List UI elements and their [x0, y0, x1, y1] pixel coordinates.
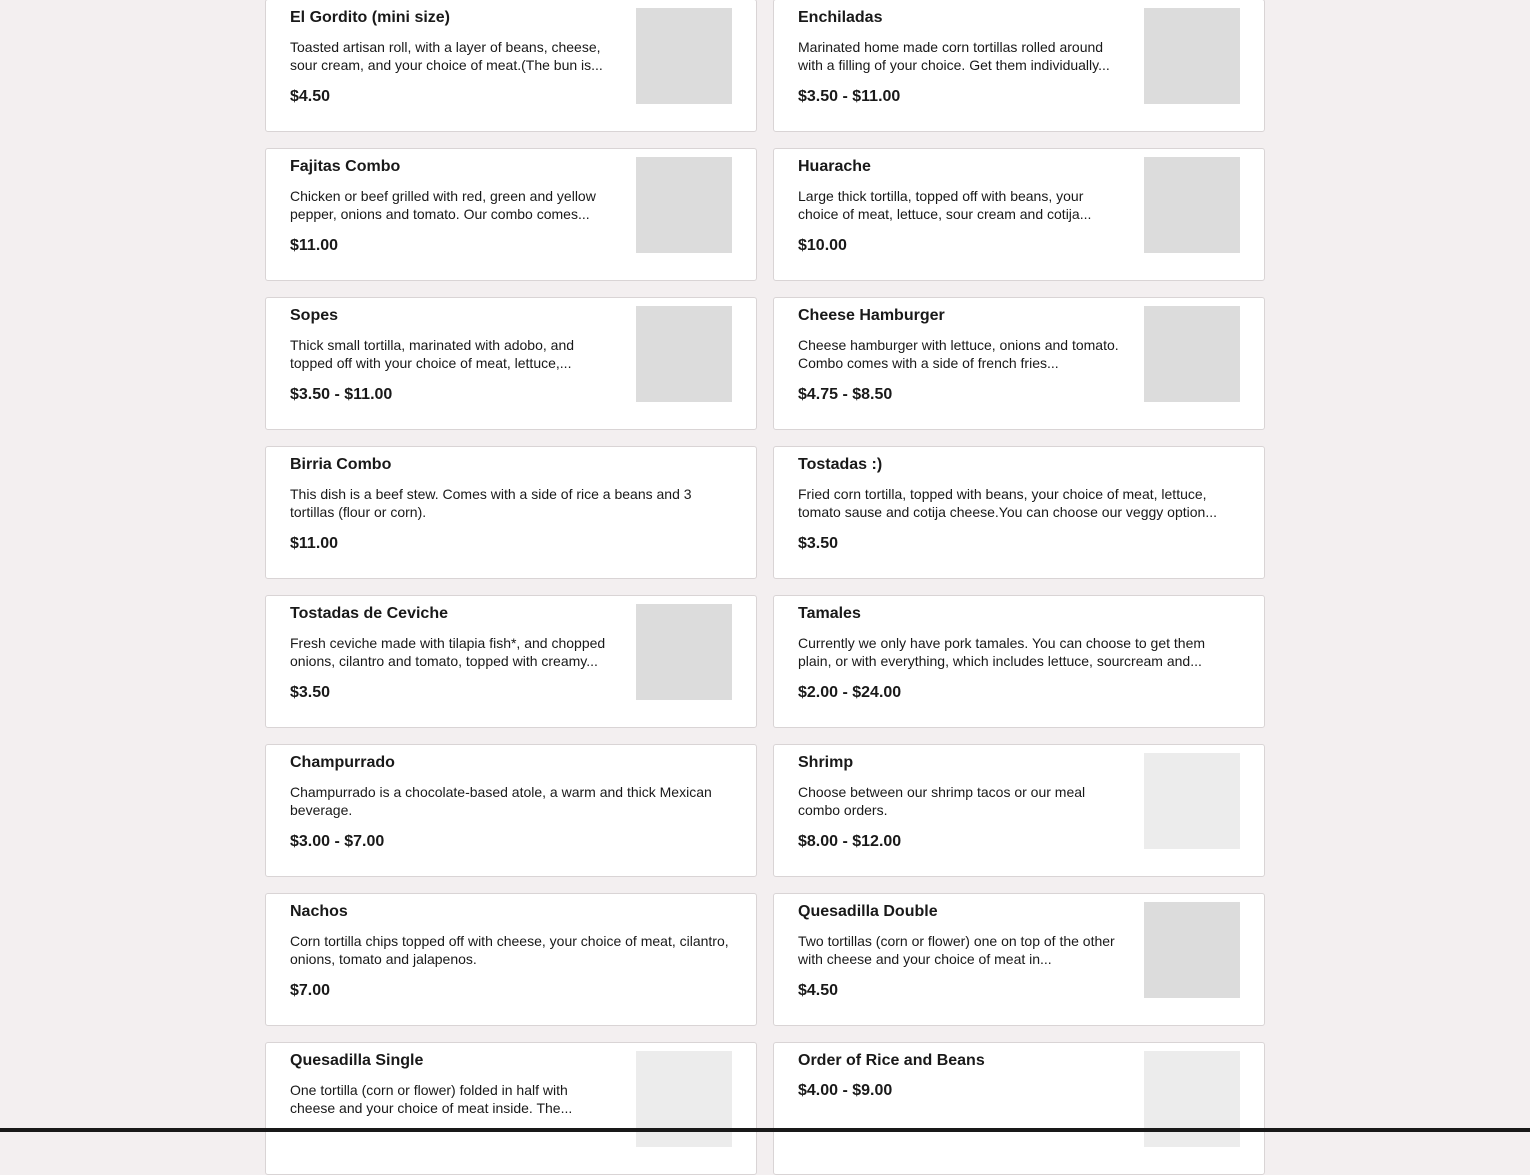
menu-item-name: Fajitas Combo	[290, 158, 401, 175]
menu-item-card[interactable]	[265, 744, 757, 877]
menu-item-description: Champurrado is a chocolate-based atole, a warm and thick Mexican beverage.	[290, 784, 712, 818]
menu-item-grid	[265, 0, 1265, 1175]
menu-item-name: Nachos	[290, 903, 348, 920]
menu-item-card[interactable]	[773, 595, 1265, 728]
menu-item-text	[798, 902, 1120, 968]
menu-item-name: Quesadilla Double	[798, 903, 938, 920]
menu-item-name: Sopes	[290, 307, 339, 324]
menu-item-image	[1144, 306, 1240, 402]
menu-item-card[interactable]	[265, 0, 757, 132]
menu-item-card[interactable]	[773, 744, 1265, 877]
menu-item-card[interactable]	[773, 1042, 1265, 1175]
menu-item-price: $3.50	[798, 535, 839, 552]
menu-item-image	[636, 604, 732, 700]
menu-item-price: $3.50 - $11.00	[290, 386, 393, 403]
menu-item-name: Cheese Hamburger	[798, 307, 945, 324]
menu-item-price: $3.50 - $11.00	[798, 88, 901, 105]
menu-item-description: Fresh ceviche made with tilapia fish*, and chopped onions, cilantro and tomato, topped with creamy...	[290, 635, 606, 669]
menu-item-image	[636, 306, 732, 402]
menu-item-name: Quesadilla Single	[290, 1052, 424, 1069]
menu-item-description: Chicken or beef grilled with red, green and yellow pepper, onions and tomato. Our combo comes...	[290, 188, 596, 222]
menu-item-card[interactable]	[265, 297, 757, 430]
menu-item-description: Large thick tortilla, topped off with beans, your choice of meat, lettuce, sour cream and cotija...	[798, 188, 1092, 222]
menu-item-description: Currently we only have pork tamales. You can choose to get them plain, or with everything, which includes lettuce, sourcream and...	[798, 635, 1206, 669]
menu-item-price: $4.50	[290, 88, 331, 105]
menu-item-text	[290, 8, 612, 74]
menu-item-name: Champurrado	[290, 754, 395, 771]
menu-item-price: $7.00	[290, 982, 331, 999]
menu-item-price: $10.00	[798, 237, 847, 254]
menu-item-description: Cheese hamburger with lettuce, onions and tomato. Combo comes with a side of french fries...	[798, 337, 1119, 371]
menu-item-card[interactable]	[265, 595, 757, 728]
menu-item-description: Marinated home made corn tortillas rolled around with a filling of your choice. Get them individually...	[798, 39, 1110, 73]
menu-item-name: El Gordito (mini size)	[290, 9, 451, 26]
menu-item-text	[290, 902, 732, 968]
menu-item-image	[1144, 1051, 1240, 1147]
menu-item-card[interactable]	[773, 893, 1265, 1026]
menu-item-image	[1144, 157, 1240, 253]
menu-item-image	[1144, 902, 1240, 998]
menu-item-text	[798, 157, 1120, 223]
bottom-edge-bar	[0, 1128, 1530, 1132]
menu-item-description: Two tortillas (corn or flower) one on top of the other with cheese and your choice of meat in...	[798, 933, 1115, 967]
menu-item-description: Corn tortilla chips topped off with cheese, your choice of meat, cilantro, onions, tomato and jalapenos.	[290, 933, 729, 967]
menu-item-card[interactable]	[265, 148, 757, 281]
menu-item-price: $3.00 - $7.00	[290, 833, 385, 850]
menu-item-price: $2.00 - $24.00	[798, 684, 902, 701]
menu-item-image	[1144, 8, 1240, 104]
menu-item-price: $3.50	[290, 684, 331, 701]
menu-item-image	[636, 157, 732, 253]
menu-item-image	[636, 1051, 732, 1147]
menu-item-name: Enchiladas	[798, 9, 883, 26]
menu-item-text	[290, 306, 612, 372]
menu-item-text	[798, 1051, 1120, 1071]
menu-item-text	[798, 306, 1120, 372]
menu-item-price: $4.50	[798, 982, 839, 999]
menu-item-name: Birria Combo	[290, 456, 392, 473]
menu-item-price: $8.00 - $12.00	[798, 833, 902, 850]
menu-item-name: Tamales	[798, 605, 861, 622]
menu-item-description: Toasted artisan roll, with a layer of beans, cheese, sour cream, and your choice of meat.(The bun is...	[290, 39, 603, 73]
menu-item-description: This dish is a beef stew. Comes with a side of rice a beans and 3 tortillas (flour or corn).	[290, 486, 692, 520]
menu-item-card[interactable]	[773, 148, 1265, 281]
menu-item-text	[290, 604, 612, 670]
menu-item-name: Shrimp	[798, 754, 854, 771]
menu-item-price: $4.75 - $8.50	[798, 386, 893, 403]
menu-item-description: One tortilla (corn or flower) folded in half with cheese and your choice of meat inside. The...	[290, 1082, 573, 1116]
menu-item-card[interactable]	[265, 446, 757, 579]
menu-item-text	[798, 753, 1120, 819]
menu-item-text	[290, 753, 732, 819]
menu-item-name: Order of Rice and Beans	[798, 1052, 985, 1069]
menu-item-description: Choose between our shrimp tacos or our meal combo orders.	[798, 784, 1086, 818]
menu-item-image	[636, 8, 732, 104]
menu-item-text	[798, 455, 1240, 521]
menu-item-image	[1144, 753, 1240, 849]
menu-item-name: Tostadas :)	[798, 456, 883, 473]
menu-item-card[interactable]	[265, 893, 757, 1026]
menu-item-text	[798, 604, 1240, 670]
menu-item-name: Tostadas de Ceviche	[290, 605, 448, 622]
menu-item-description: Fried corn tortilla, topped with beans, your choice of meat, lettuce, tomato sause and cotija cheese.You can choose our veggy option...	[798, 486, 1217, 520]
menu-item-price: $11.00	[290, 535, 339, 552]
menu-item-price: $11.00	[290, 237, 339, 254]
menu-item-card[interactable]	[773, 0, 1265, 132]
menu-item-text	[290, 157, 612, 223]
menu-item-text	[290, 1051, 612, 1117]
menu-item-card[interactable]	[265, 1042, 757, 1175]
menu-item-text	[290, 455, 732, 521]
menu-item-price: $4.00 - $9.00	[798, 1082, 893, 1099]
menu-item-card[interactable]	[773, 446, 1265, 579]
menu-item-card[interactable]	[773, 297, 1265, 430]
menu-item-description: Thick small tortilla, marinated with adobo, and topped off with your choice of meat, lettuce,...	[290, 337, 575, 371]
menu-item-text	[798, 8, 1120, 74]
menu-item-name: Huarache	[798, 158, 871, 175]
